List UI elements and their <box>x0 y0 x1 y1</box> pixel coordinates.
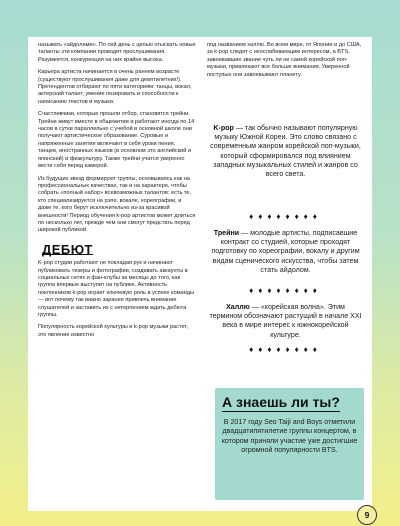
term: Трейни <box>213 229 240 237</box>
star-divider: ♦♦♦♦♦♦♦♦ <box>249 345 322 354</box>
definition-text: — так обычно называют популярную музыку Южной Кореи. Это слово связано с современным жанром корейской поп-музыки, который сформировался под влиянием западных музыкальных стилей и жанров со всего света. <box>210 124 361 179</box>
box-text: В 2017 году Seo Taiji and Boys отметили двадцатипятилетие группы концертом, в котором приняли участие уже достигшие огромной популярности BTS. <box>221 418 358 455</box>
definition-hallyu <box>209 303 362 340</box>
paragraph: Счастливчики, которые прошли отбор, становятся трейни. Трейни живут вместе в общежитии и работают иногда по 14 часов в сутки параллельно с учебой в основной школе они получают артистическое образование. Суровые и напряженные занятия включают в себя уроки пения, танцев, иностранных языков (в основном это английский и японский) и физкультуру. Также трейни учатся уверенно вести себя перед камерой. <box>38 111 195 170</box>
definition-text: — «корейская волна». Этим термином обозначают растущий в начале XXI века в мире интерес к южнокорейской культуре. <box>209 303 362 339</box>
page-number: 9 <box>357 505 377 525</box>
right-column <box>207 42 364 79</box>
paragraph: называть «айдолами». По сей день с целью отыскать новые таланты эти компании проводят прослушивания. Разумеется, конкуренция на них крайне высока. <box>38 42 196 63</box>
paragraph: Карьера артиста начинается в очень раннем возрасте (существуют прослушивания даже для девятилетних!). Претендентов отбирают по пяти категориям: танцы, вокал, актерский талант, умение позировать и способности к написанию текстов и музыки. <box>38 69 192 105</box>
term: K-pop <box>213 124 234 132</box>
term: Халлю <box>226 303 250 311</box>
section-heading: ДЕБЮТ <box>42 241 93 257</box>
did-you-know-box <box>215 388 364 500</box>
left-column <box>38 42 196 344</box>
star-divider: ♦♦♦♦♦♦♦♦ <box>249 286 322 295</box>
paragraph: Популярность корейской культуры и k-pop музыки растет, это явление известно <box>38 324 188 338</box>
definition-trainee <box>209 229 362 275</box>
definition-text: — молодые артисты, подписавшие контракт со студией, которые проходят подготовку по хореографии, вокалу и другим видам сценического искусства, чтобы затем стать айдолом. <box>211 229 360 274</box>
paragraph: под названием халлю. Во всем мире, от Японии и до США, за k-pop следят с неослабевающим интересом, а BTS, завоевавшие звание чуть ли нe самой корейской поп-музыки, привлекают все больше внимания. Уверенной поступью они завоевывают планету. <box>207 42 362 78</box>
paragraph: K-pop студии работают не покладая рук и начинают публиковать тизеры и фотографии, создавать аккаунты в социальных сетях и фан-клубы за месяцы до того, как группа впервые выступит на публике. Активность поклонников k-pop играет ключевую роль в успехе команды — вот почему так важно заранее привлечь внимание слушателей и заставить их с нетерпением ждать дебюта группы. <box>38 260 195 318</box>
star-divider: ♦♦♦♦♦♦♦♦ <box>249 212 322 221</box>
box-title: А знаешь ли ты? <box>222 394 340 410</box>
paragraph: Из будущих звезд формируют группы, основываясь как на профессиональных качествах, так и на характере, чтобы собрать «полный набор» всевозможных талантов: есть те, кто специализируется на рэпе, вокале, хореографии, и даже те, кого берут исключительно из-за красивой внешности! Период обучения k-pop артистов может длиться по несколько лет, прежде чем они смогут предстать перед широкой публикой. <box>38 175 196 234</box>
definition-kpop <box>209 124 362 179</box>
